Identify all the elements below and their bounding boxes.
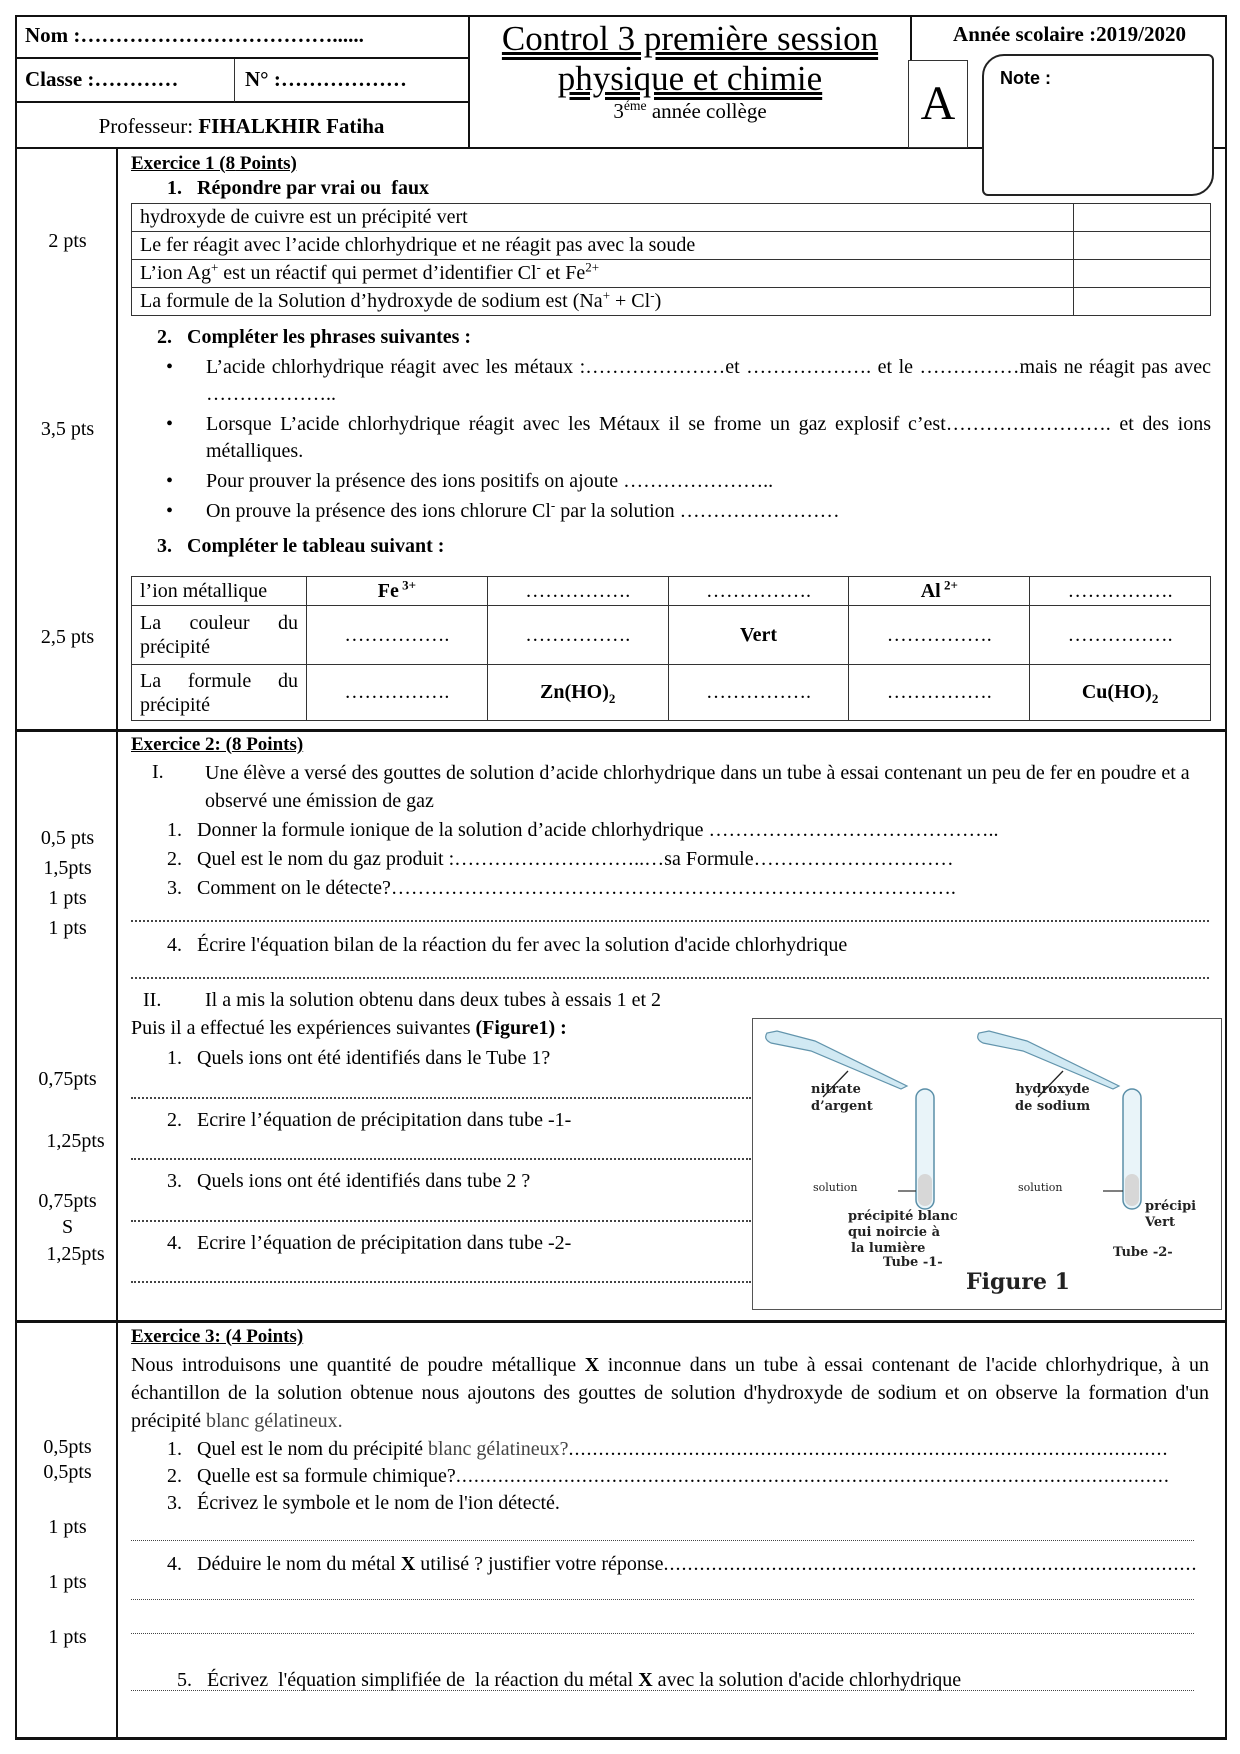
- formula-cell[interactable]: …………….: [307, 665, 488, 721]
- ion-cell[interactable]: …………….: [487, 577, 668, 606]
- answer-line[interactable]: [131, 1599, 1194, 1600]
- ex2-part2-q3: 3. Quels ions ont été identifiés dans tube 2 ?: [167, 1170, 531, 1192]
- formula-cell: $Cu(HO)_2$: [1030, 665, 1211, 721]
- professeur-cell: [15, 103, 470, 149]
- answer-line[interactable]: [131, 1097, 751, 1099]
- nom-value: ………………………………......: [80, 23, 364, 47]
- list-item[interactable]: • On prouve la présence des ions chlorure Cl- par la solution ……………………: [131, 498, 1211, 525]
- formula-cell: $Zn(HO)_2$: [487, 665, 668, 721]
- ex3-points-1: 0,5pts: [43, 1436, 92, 1458]
- ex2-part2-num: II.: [143, 989, 162, 1011]
- ions-table: [131, 576, 1211, 721]
- ex3-points-5: 1 pts: [48, 1626, 87, 1648]
- ion-cell[interactable]: …………….: [1030, 577, 1211, 606]
- answer-cell[interactable]: [1074, 288, 1211, 316]
- list-item[interactable]: • L’acide chlorhydrique réagit avec les métaux :…………………et ………………. et le ……………mais ne réagit pas avec ………………..: [131, 354, 1211, 408]
- color-cell[interactable]: …………….: [487, 606, 668, 665]
- color-cell[interactable]: …………….: [307, 606, 488, 665]
- answer-line[interactable]: [131, 1690, 1194, 1691]
- section-divider-1: [15, 729, 1227, 732]
- formula-cell[interactable]: …………….: [849, 665, 1030, 721]
- ex2-q2[interactable]: 2. Quel est le nom du gaz produit :………………………..…sa Formule…………………………: [167, 848, 954, 870]
- ex1-points-3: 2,5 pts: [40, 626, 95, 648]
- ex3-q2[interactable]: 2. Quelle est sa formule chimique?.......................................................................................................................: [167, 1465, 1170, 1487]
- table-row: [132, 232, 1211, 260]
- ex3-q3: 3. Écrivez le symbole et le nom de l'ion détecté.: [167, 1492, 560, 1514]
- note-label: Note :: [1000, 68, 1051, 88]
- vrai-faux-table: [131, 203, 1211, 316]
- row-label: l’ion métallique: [132, 577, 307, 606]
- table-row: [132, 577, 1211, 606]
- ex2-title: Exercice 2: (8 Points): [131, 734, 304, 755]
- ex3-points-4: 1 pts: [48, 1571, 87, 1593]
- ex2-q3[interactable]: 3. Comment on le détecte?………………………………………………………………………….: [167, 877, 956, 899]
- experiment-illustration: [753, 1019, 1223, 1311]
- answer-cell[interactable]: [1074, 260, 1211, 288]
- ion-cell: Fe $^{3+}$: [307, 577, 488, 606]
- ex3-intro: Nous introduisons une quantité de poudre métallique X inconnue dans un tube à essai contenant de l'acide chlorhydrique, à un échantillon de la solution obtenue nous ajoutons des gouttes de solution d'hydroxyde de sodium et on observe la formation d'un précipité blanc gélatineux.: [131, 1354, 1209, 1432]
- title-line-2: physique et chimie: [557, 59, 823, 98]
- color-cell[interactable]: …………….: [849, 606, 1030, 665]
- ex2-points-5: 0,75pts: [38, 1068, 97, 1090]
- ex2-points-1: 0,5 pts: [40, 827, 95, 849]
- answer-line[interactable]: [131, 1633, 1194, 1634]
- numero-value: ………………: [280, 67, 407, 91]
- ex1-title: Exercice 1 (8 Points): [131, 153, 297, 174]
- ex2-points-3: 1 pts: [48, 887, 87, 909]
- classe-value: …………: [94, 67, 179, 91]
- list-item[interactable]: • Lorsque L’acide chlorhydrique réagit avec les Métaux il se frome un gaz explosif c’est……………………. et des ions métalliques.: [131, 411, 1211, 465]
- completion-list: [131, 354, 1211, 525]
- tube1-reagent: nitrate d’argent: [811, 1082, 873, 1114]
- nom-label: Nom :: [25, 23, 81, 47]
- statement: hydroxyde de cuivre est un précipité vert: [132, 204, 1074, 232]
- ex3-title: Exercice 3: (4 Points): [131, 1326, 304, 1347]
- statement: Le fer réagit avec l’acide chlorhydrique et ne réagit pas avec la soude: [132, 232, 1074, 260]
- ex3-points-2: 0,5pts: [43, 1461, 92, 1483]
- figure-caption: Figure 1: [966, 1269, 1070, 1295]
- section-divider-2: [15, 1320, 1227, 1323]
- color-cell: Vert: [668, 606, 849, 665]
- annee-scolaire: Année scolaire :2019/2020: [910, 15, 1227, 61]
- level: $3^{éme}$ année collège: [613, 98, 767, 123]
- points-column-divider: [116, 147, 118, 1740]
- classe-field[interactable]: [15, 59, 235, 103]
- answer-line[interactable]: [131, 1220, 751, 1222]
- table-row: [132, 665, 1211, 721]
- color-cell[interactable]: …………….: [1030, 606, 1211, 665]
- tube2-result: précipi Vert: [1145, 1199, 1197, 1230]
- professeur-name: FIHALKHIR Fatiha: [198, 114, 385, 138]
- answer-line[interactable]: [131, 977, 1209, 979]
- ex2-q1[interactable]: 1. Donner la formule ionique de la solution d’acide chlorhydrique ……………………………………..: [167, 819, 999, 841]
- answer-line[interactable]: [131, 1540, 1194, 1541]
- answer-line[interactable]: [131, 920, 1209, 922]
- tube1-result: précipité blanc qui noircie à la lumière: [848, 1209, 958, 1256]
- numero-field[interactable]: [235, 59, 470, 103]
- ion-cell[interactable]: …………….: [668, 577, 849, 606]
- table-row: [132, 260, 1211, 288]
- figure-1: [752, 1018, 1222, 1310]
- version-box: A: [908, 60, 968, 148]
- ex2-part1-text: Une élève a versé des gouttes de solution d’acide chlorhydrique dans un tube à essai contenant un peu de fer en poudre et a observé une émission de gaz: [205, 762, 1190, 812]
- ex3-q1[interactable]: 1. Quel est le nom du précipité blanc gélatineux?....................................................................................................: [167, 1438, 1169, 1460]
- ex3-q4[interactable]: 4. Déduire le nom du métal X utilisé ? justifier votre réponse.........................................................................................: [167, 1553, 1198, 1575]
- ex3-points-3: 1 pts: [48, 1516, 87, 1538]
- answer-line[interactable]: [131, 1281, 751, 1283]
- tube2-solution-label: solution: [1018, 1181, 1063, 1194]
- numero-label: N° :: [245, 67, 281, 91]
- ex2-points-7: 0,75pts: [38, 1190, 97, 1212]
- ex3-q5: 5. Écrivez l'équation simplifiée de la réaction du métal X avec la solution d'acide chlorhydrique: [177, 1669, 962, 1691]
- row-label: La couleur du précipité: [132, 606, 307, 665]
- tube1-label: Tube -1-: [883, 1255, 943, 1270]
- nom-field[interactable]: [15, 15, 470, 59]
- answer-cell[interactable]: [1074, 232, 1211, 260]
- ex2-part2-intro: Puis il a effectué les expériences suivantes (Figure1) :: [131, 1017, 567, 1039]
- ex2-part2-text: Il a mis la solution obtenu dans deux tubes à essais 1 et 2: [205, 989, 662, 1011]
- ex1-q2-title: 2. Compléter les phrases suivantes :: [157, 326, 472, 348]
- ex2-q4: 4. Écrire l'équation bilan de la réaction du fer avec la solution d'acide chlorhydrique: [167, 934, 848, 956]
- tube1-solution-label: solution: [813, 1181, 858, 1194]
- classe-label: Classe :: [25, 67, 95, 91]
- statement: La formule de la Solution d’hydroxyde de sodium est (Na+ + Cl-): [132, 288, 1074, 316]
- ex2-part2-q4: 4. Ecrire l’équation de précipitation dans tube -2-: [167, 1232, 572, 1254]
- table-row: [132, 288, 1211, 316]
- ion-cell: Al $^{2+}$: [849, 577, 1030, 606]
- ex2-part2-q2: 2. Ecrire l’équation de précipitation dans tube -1-: [167, 1109, 572, 1131]
- table-row: [132, 606, 1211, 665]
- formula-cell[interactable]: …………….: [668, 665, 849, 721]
- ex1-q1-title: 1. Répondre par vrai ou faux: [167, 177, 430, 199]
- tube2-reagent: hydroxyde de sodium: [1015, 1082, 1091, 1114]
- ex2-part1-num: I.: [152, 761, 164, 783]
- list-item[interactable]: • Pour prouver la présence des ions positifs on ajoute …………………..: [131, 468, 1211, 495]
- row-label: La formule du précipité: [132, 665, 307, 721]
- professeur-label: Professeur:: [98, 114, 194, 138]
- ex2-part2-q1: 1. Quels ions ont été identifiés dans le Tube 1?: [167, 1047, 551, 1069]
- ex2-points-8: S: [61, 1216, 74, 1238]
- statement: L’ion Ag+ est un réactif qui permet d’identifier Cl- et $Fe^{2+}$: [132, 260, 1074, 288]
- title-line-1: Control 3 première session: [501, 19, 879, 58]
- ex1-points-1: 2 pts: [48, 230, 87, 252]
- answer-line[interactable]: [131, 1158, 751, 1160]
- answer-cell[interactable]: [1074, 204, 1211, 232]
- ex2-points-6: 1,25pts: [46, 1130, 105, 1152]
- ex2-points-4: 1 pts: [48, 917, 87, 939]
- ex2-points-2: 1,5pts: [43, 857, 92, 879]
- title-block: [470, 15, 910, 149]
- table-row: [132, 204, 1211, 232]
- ex2-points-9: 1,25pts: [46, 1243, 105, 1265]
- tube2-label: Tube -2-: [1113, 1245, 1173, 1260]
- ex1-q3-title: 3. Compléter le tableau suivant :: [157, 535, 445, 557]
- ex1-points-2: 3,5 pts: [40, 418, 95, 440]
